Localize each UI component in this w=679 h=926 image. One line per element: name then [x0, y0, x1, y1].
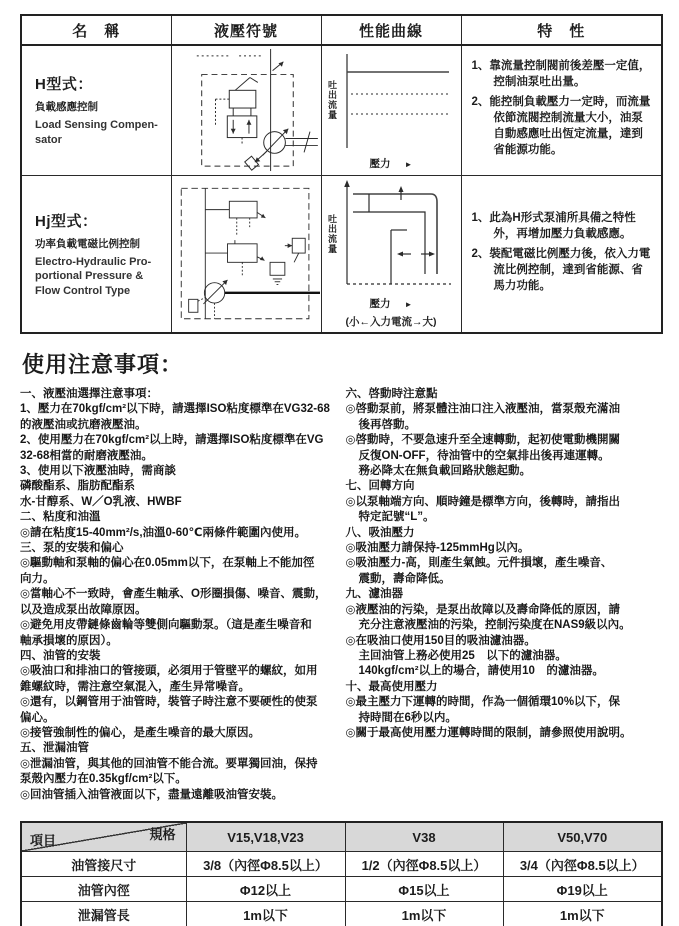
note-line: ◎吸油壓力-高，則產生氣蝕。元件損壞，產生噪音、	[345, 557, 613, 570]
note-line: ◎接管強制性的偏心，是產生噪音的最大原因。	[20, 726, 261, 739]
column-header-curve: 性能曲線	[321, 15, 461, 45]
note-line: 泵殼內壓力在0.35kgf/cm²以下。	[20, 773, 187, 786]
note-line: 的液壓油或抗磨液壓油。	[20, 418, 147, 431]
note-line: ◎吸油壓力請保持-125mmHg以內。	[345, 542, 530, 555]
note-line: 磷酸酯系、脂肪配酯系	[20, 480, 135, 493]
note-line: 反復ON-OFF，待油管中的空氣排出後再連運轉。	[358, 449, 610, 462]
note-line: 140kgf/cm²以上的場合，請使用10 的濾油器。	[358, 665, 604, 678]
hydraulic-symbol-cell	[171, 45, 321, 175]
note-line: 持時間在6秒以内。	[358, 711, 457, 724]
feature-item: 2、裝配電磁比例壓力後，依入力電流比例控制，達到省能源、省馬力功能。	[471, 247, 651, 292]
curve-plot	[339, 178, 457, 290]
note-line: 後再啓動。	[358, 418, 416, 431]
note-line: 十、最高使用壓力	[345, 680, 438, 693]
note-line: 五、泄漏油管	[20, 742, 89, 755]
spec-row-label: 油管接尺寸	[21, 852, 186, 877]
note-line: 七、回轉方向	[345, 480, 415, 493]
note-line: ◎啓動泵前，將泵體注油口注入液壓油，當泵殼充滿油	[345, 403, 621, 416]
type-subtitle: 負載感應控制	[35, 101, 98, 114]
note-line: 三、泵的安裝和偏心	[20, 542, 124, 555]
note-line: 主回油管上務必使用25 以下的濾油器。	[358, 649, 567, 662]
column-header-name: 名 稱	[21, 15, 171, 45]
spec-cell: Φ15以上	[345, 877, 503, 902]
note-line: 3、使用以下液壓油時，需商談	[20, 465, 176, 478]
note-line: 二、粘度和油溫	[20, 511, 101, 524]
note-line: ◎驅動軸和泵軸的偏心在0.05mm以下，在泵軸上不能加徑	[20, 557, 315, 570]
note-line: ◎當軸心不一致時，會產生軸承、O形圈損傷、噪音、震動，	[20, 588, 327, 601]
feature-item: 2、能控制負載壓力一定時，而流量依節流閥控制流量大小，油泵自動感應吐出恆定流量，達到省能源功能。	[471, 96, 651, 157]
note-line: 務必降太在無負載回路狀態起動。	[358, 465, 531, 478]
type-english-line: sator	[35, 133, 62, 146]
spec-cell: Φ12以上	[186, 877, 345, 902]
note-line: 軸承損壞的原因）。	[20, 634, 118, 647]
corner-label-spec: 規格	[149, 826, 176, 842]
table-header-row	[21, 15, 662, 45]
spec-cell: 3/8（內徑Φ8.5以上）	[186, 852, 345, 877]
spec-row	[21, 852, 662, 877]
note-line: 偏心。	[20, 711, 55, 724]
performance-curve-cell	[321, 175, 461, 333]
note-line: ◎液壓油的污染，是泵出故障以及壽命降低的原因，請	[345, 603, 621, 616]
type-name-cell	[21, 175, 171, 333]
corner-cell	[21, 822, 186, 852]
performance-curve-h-chart	[325, 50, 457, 171]
right-arrow-icon: ►	[404, 300, 413, 310]
type-title: H型式：	[35, 76, 93, 94]
note-line: ◎啓動時，不要急速升至全速轉動，起初使電動機開關	[345, 434, 621, 447]
note-line: 水-甘醇系、W／O乳液、HWBF	[20, 495, 182, 508]
type-english-line: Load Sensing Compen-	[35, 119, 158, 132]
note-line: 2、使用壓力在70kgf/cm²以上時，請選擇ISO粘度標準在VG	[20, 434, 324, 447]
note-line: ◎關于最高使用壓力運轉時間的限制，請參照使用說明。	[345, 726, 632, 739]
performance-curve-cell	[321, 45, 461, 175]
type-english-line: Electro-Hydraulic Pro-	[35, 255, 152, 268]
spec-col-header: V50,V70	[503, 822, 662, 852]
features-cell	[461, 45, 662, 175]
x-axis-label: 壓力 ►	[369, 298, 413, 311]
note-line: 一、液壓油選擇注意事項：	[20, 388, 158, 400]
section-title: 使用注意事項：	[22, 352, 184, 377]
note-line: 錐螺紋時，需注意空氣混入，產生异常噪音。	[20, 680, 250, 693]
spec-header-row	[21, 822, 662, 852]
spec-row	[21, 877, 662, 902]
note-line: ◎還有，以鋼管用于油管時，裝管子時注意不要硬性的使泵	[20, 696, 318, 709]
spec-row	[21, 902, 662, 926]
note-line: ◎在吸油口使用150目的吸油濾油器。	[345, 634, 536, 647]
spec-col-header: V15,V18,V23	[186, 822, 345, 852]
note-line: ◎回油管插入油管液面以下，盡量遠離吸油管安裝。	[20, 788, 284, 801]
note-line: 向力。	[20, 572, 55, 585]
note-line: ◎吸油口和排油口的管接頭，必須用于管壁平的螺紋，如用	[20, 665, 318, 678]
note-line: 32-68相當的耐磨液壓油。	[20, 449, 153, 462]
column-header-features: 特 性	[461, 15, 662, 45]
spec-cell: 1/2（內徑Φ8.5以上）	[345, 852, 503, 877]
note-line: 1、壓力在70kgf/cm²以下時，請選擇ISO粘度標準在VG32-68	[20, 403, 330, 416]
type-title: Hj型式：	[35, 212, 98, 230]
type-subtitle: 功率負載電磁比例控制	[35, 237, 140, 250]
hydraulic-symbol-hj-diagram	[172, 177, 320, 331]
spec-cell: 1m以下	[186, 902, 345, 926]
feature-item: 1、靠流量控制閥前後差壓一定值，控制油泵吐出量。	[471, 60, 651, 89]
spec-row-label: 油管內徑	[21, 877, 186, 902]
pump-type-table	[20, 14, 663, 334]
note-line: ◎泄漏油管，與其他的回油管不能合流。要單獨回油，保持	[20, 757, 318, 770]
hydraulic-symbol-cell	[171, 175, 321, 333]
feature-item: 1、此為H形式泵浦所具備之特性外，再增加壓力負載感應。	[471, 211, 636, 240]
spec-cell: 1m以下	[345, 902, 503, 926]
spec-cell: Φ19以上	[503, 877, 662, 902]
note-line: 四、油管的安裝	[20, 649, 101, 662]
note-line: ◎最主壓力下運轉的時間，作為一個循環10%以下，保	[345, 696, 621, 709]
note-line: 八、吸油壓力	[345, 526, 415, 539]
note-line: 充分注意液壓油的污染，控制污染度在NAS9級以內。	[358, 619, 631, 632]
notes-section	[20, 387, 661, 803]
y-axis-label: 吐出流量	[327, 214, 337, 255]
note-line: 九、濾油器	[345, 588, 403, 601]
curve-caption: (小←入力電流→大)	[345, 316, 437, 329]
hydraulic-symbol-h-diagram	[172, 47, 320, 173]
table-row-h-type	[21, 45, 662, 175]
y-axis-label: 吐出流量	[327, 79, 337, 120]
note-line: ◎避免用皮帶鏈條齒輪等雙側向驅動泵。（這是產生噪音和	[20, 619, 312, 632]
column-header-symbol: 液壓符號	[171, 15, 321, 45]
features-cell	[461, 175, 662, 333]
performance-curve-hj-chart	[325, 178, 457, 329]
note-line: 特定記號“L”。	[358, 511, 435, 524]
spec-cell: 1m以下	[503, 902, 662, 926]
note-line: 以及造成泵出故障原因。	[20, 603, 147, 616]
x-axis-label: 壓力 ►	[369, 157, 413, 170]
type-name-cell	[21, 45, 171, 175]
spec-cell: 3/4（內徑Φ8.5以上）	[503, 852, 662, 877]
notes-column-right	[346, 387, 662, 803]
corner-label-item: 項目	[30, 833, 57, 849]
spec-row-label: 泄漏管長	[21, 902, 186, 926]
note-line: ◎以泵軸端方向、順時鐘是標準方向，後轉時，請指出	[345, 495, 621, 508]
spec-col-header: V38	[345, 822, 503, 852]
curve-plot	[339, 50, 457, 150]
right-arrow-icon: ►	[404, 159, 413, 169]
type-english-line: portional Pressure &	[35, 270, 144, 282]
note-line: ◎請在粘度15-40mm²/s,油溫0-60℃兩條件範圍內使用。	[20, 526, 306, 539]
note-line: 六、啓動時注意點	[345, 388, 438, 400]
note-line: 震動，壽命降低。	[358, 572, 451, 585]
notes-column-left	[20, 387, 336, 803]
type-english-line: Flow Control Type	[35, 284, 131, 297]
pipe-spec-table	[20, 821, 663, 926]
table-row-hj-type	[21, 175, 662, 333]
